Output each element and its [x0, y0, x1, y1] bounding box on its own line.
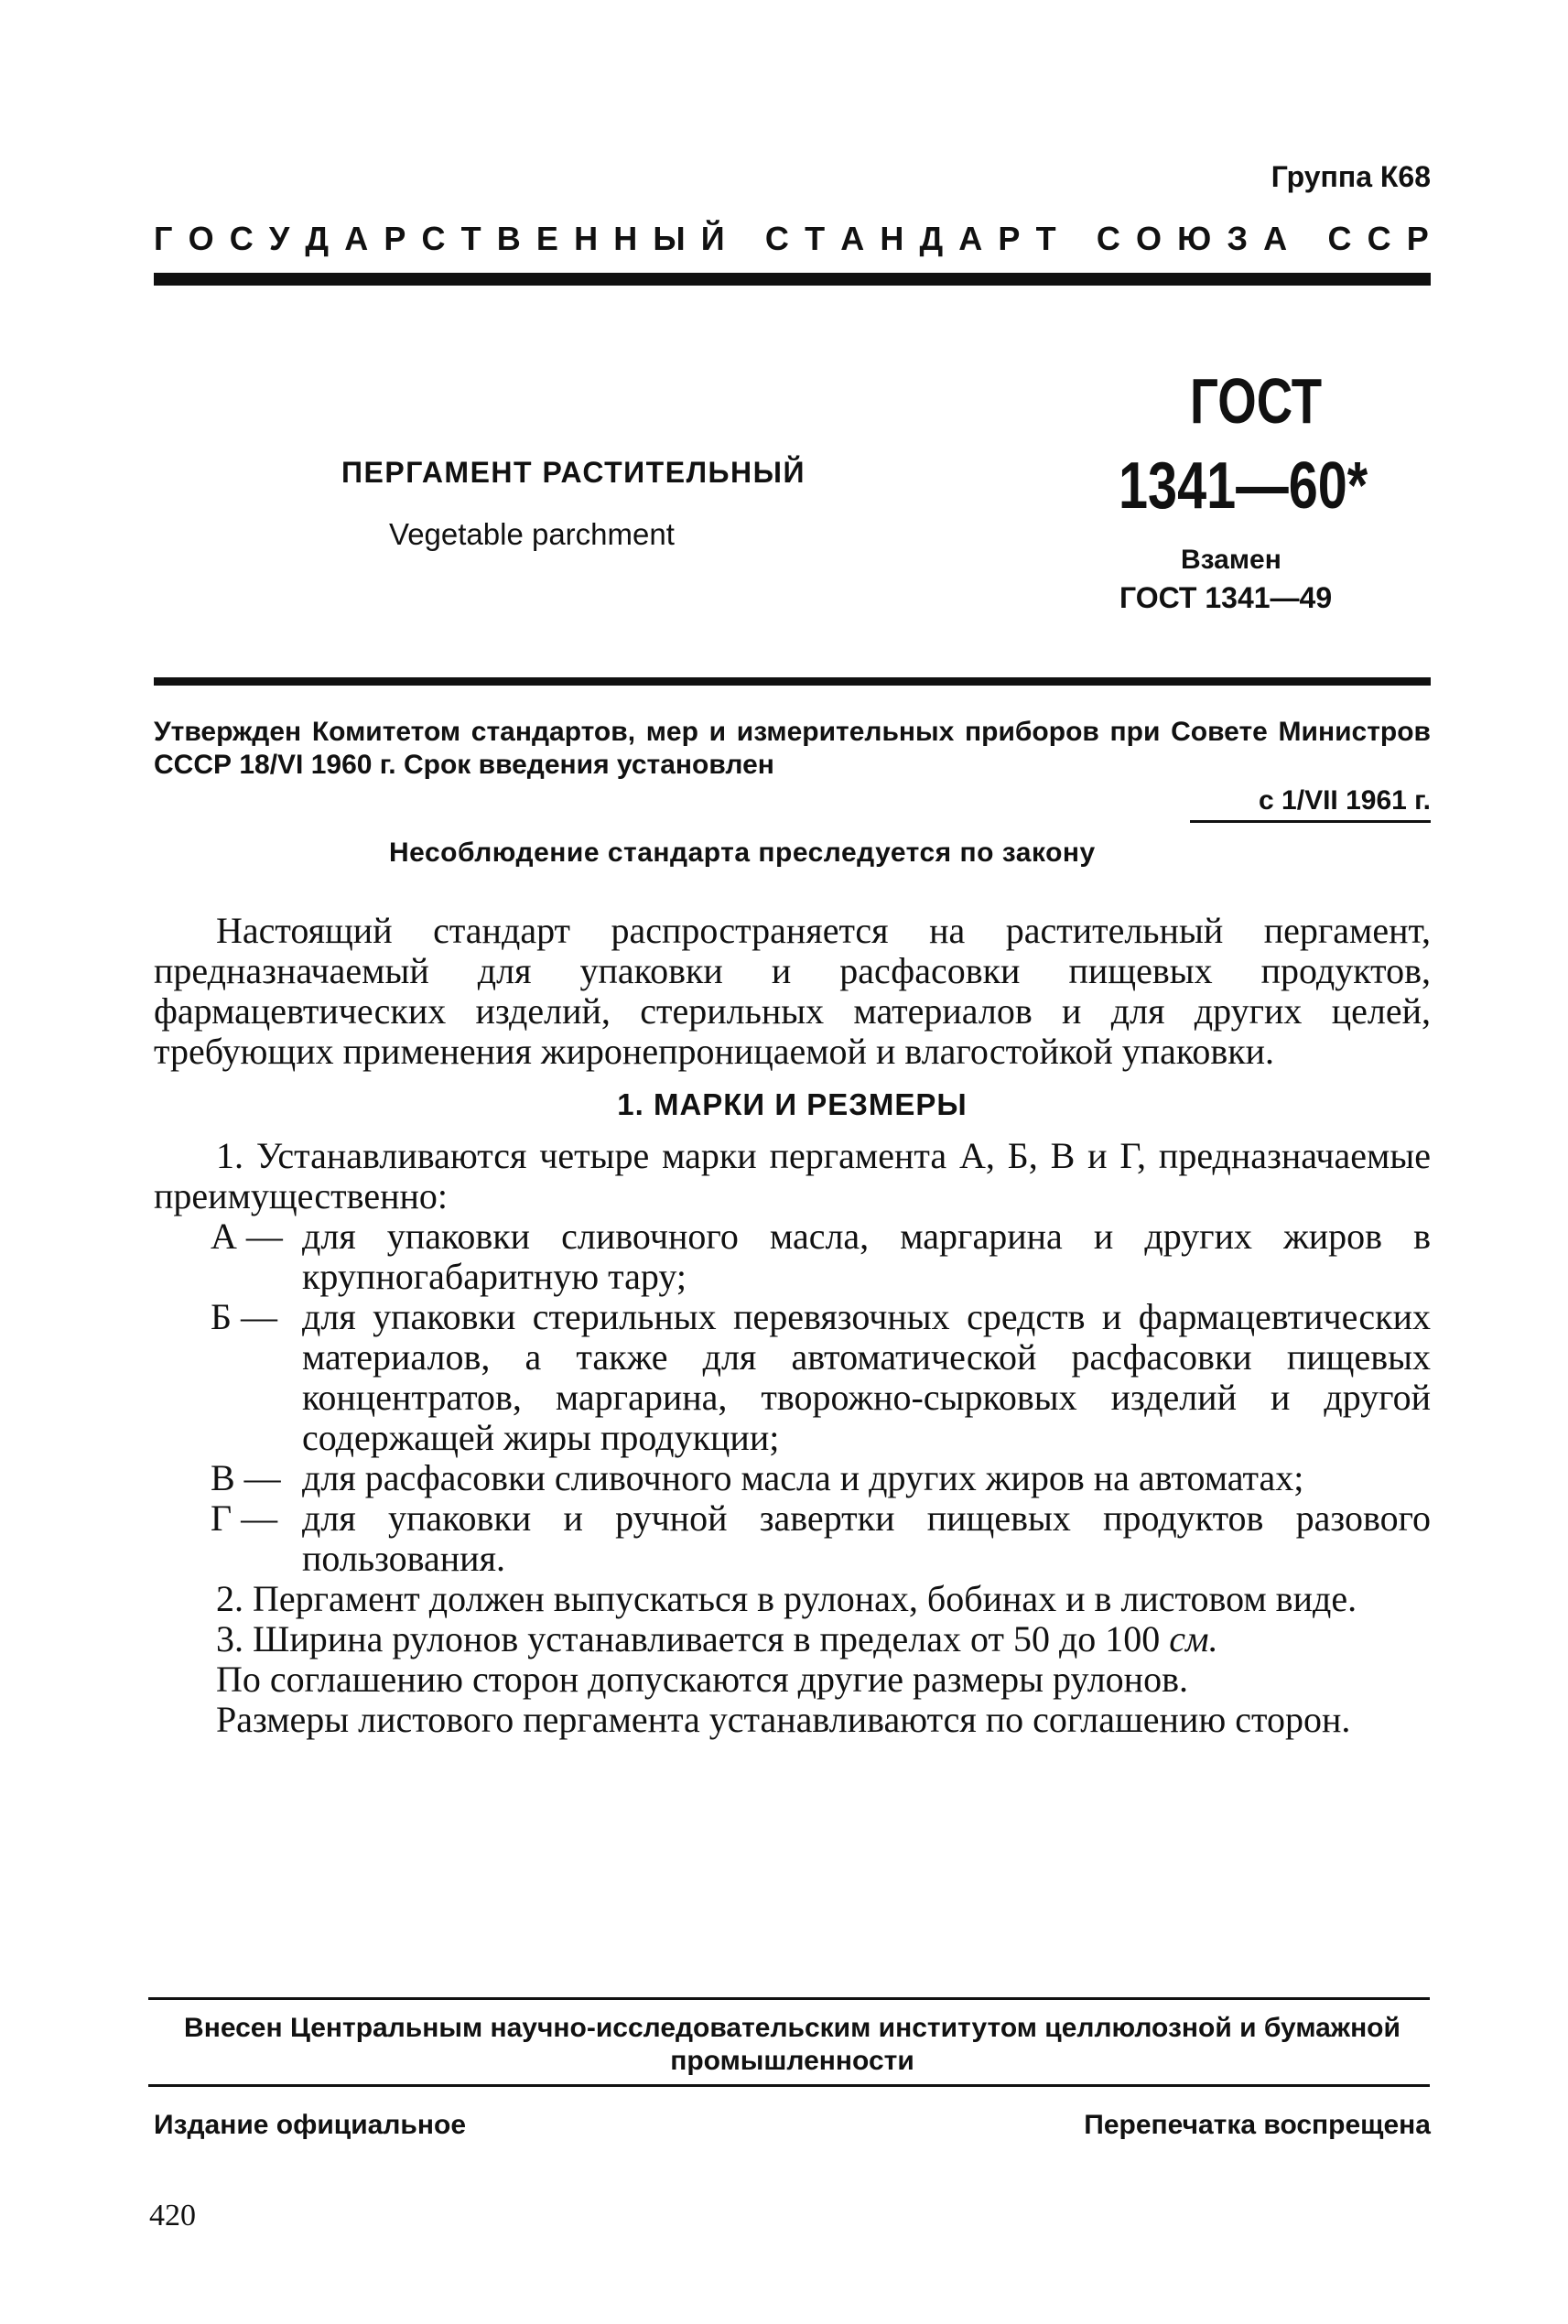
- organization-letter: О: [1136, 220, 1164, 257]
- organization-letter: С: [421, 220, 448, 257]
- standard-body: [154, 911, 1431, 1740]
- grade-key: Г —: [211, 1497, 278, 1539]
- grade-item: [154, 1458, 1431, 1498]
- organization-letter: С: [1096, 220, 1122, 257]
- group-code: Группа К68: [1271, 160, 1431, 193]
- footer-rule-top: [148, 1997, 1430, 2000]
- effective-date-underline: [1190, 820, 1431, 823]
- gost-number: 1341—60*: [1119, 449, 1368, 523]
- grade-item: [154, 1297, 1431, 1458]
- organization-letter: З: [1227, 220, 1249, 257]
- organization-letter: Р: [1406, 220, 1431, 257]
- page-number: 420: [149, 2199, 196, 2232]
- title-rule: [154, 677, 1431, 686]
- replaces-label: Взамен: [1181, 545, 1281, 575]
- organization-letter: В: [496, 220, 523, 257]
- organization-letter: Н: [880, 220, 906, 257]
- organization-letter: Д: [919, 220, 946, 257]
- grade-text: для расфасовки сливочного масла и других жиров на автоматах;: [302, 1457, 1304, 1498]
- organization-letter: Т: [1035, 220, 1058, 257]
- clause-1: 1. Устанавливаются четыре марки пергамента А, Б, В и Г, предназначаемые преимущественно:: [154, 1135, 1431, 1216]
- grade-item: [154, 1498, 1431, 1579]
- organization-letter: Т: [460, 220, 483, 257]
- note-2: Размеры листового пергамента устанавливаются по соглашению сторон.: [216, 1699, 1351, 1740]
- clause-3-unit: см.: [1169, 1618, 1218, 1659]
- grade-text: для упаковки стерильных перевязочных средств и фармацевтических материалов, а также для автоматической расфасовки пищевых концентратов, маргарина, творожно-сырковых изделий и другой содержащей жиры продукции;: [302, 1296, 1431, 1458]
- organization-letter: О: [188, 220, 216, 257]
- section-title: 1. МАРКИ И РЕЗМЕРЫ: [617, 1087, 968, 1121]
- organization-letter: А: [344, 220, 371, 257]
- organization-letter: У: [268, 220, 292, 257]
- grade-key: А —: [211, 1216, 283, 1257]
- organization-letter: Е: [535, 220, 560, 257]
- footer-rule-bottom: [148, 2084, 1430, 2087]
- intro-paragraph: Настоящий стандарт распространяется на растительный пергамент, предназначаемый для упаковки и расфасовки пищевых продуктов, фармацевтических изделий, стерильных материалов и для других целей, требующих применения жиронепроницаемой и влагостойкой упаковки.: [154, 910, 1431, 1072]
- penalty-note: Несоблюдение стандарта преследуется по закону: [389, 838, 1096, 868]
- organization-letter: Н: [574, 220, 600, 257]
- organization-letter: С: [229, 220, 255, 257]
- grade-key: В —: [211, 1457, 281, 1498]
- organization-letter: А: [1263, 220, 1290, 257]
- organization-letter: С: [1327, 220, 1354, 257]
- organization-letter: С: [1367, 220, 1393, 257]
- grade-item: [154, 1216, 1431, 1297]
- organization-letter: [1303, 220, 1314, 258]
- organization-letter: А: [958, 220, 985, 257]
- organization-letter: С: [764, 220, 791, 257]
- edition-note: Издание официальное: [154, 2110, 467, 2140]
- organization-letter: Н: [613, 220, 640, 257]
- organization-letter: Р: [998, 220, 1022, 257]
- organization-letter: А: [840, 220, 867, 257]
- header-rule: [154, 273, 1431, 286]
- replaces-value: ГОСТ 1341—49: [1119, 581, 1333, 614]
- introduced-by: Внесен Центральным научно-исследовательским институтом целлюлозной и бумажной промышленности: [184, 2013, 1400, 2076]
- note-1: По соглашению сторон допускаются другие размеры рулонов.: [216, 1659, 1188, 1700]
- organization-letter: Й: [700, 220, 727, 257]
- clause-3-text: 3. Ширина рулонов устанавливается в пределах от 50 до 100: [216, 1618, 1170, 1659]
- title-russian: ПЕРГАМЕНТ РАСТИТЕЛЬНЫЙ: [341, 456, 806, 489]
- clause-3: [154, 1619, 1431, 1659]
- organization-letter: Р: [384, 220, 408, 257]
- effective-date: с 1/VII 1961 г.: [1259, 785, 1431, 816]
- reprint-note: Перепечатка воспрещена: [1084, 2110, 1431, 2140]
- organization-letter: [741, 220, 752, 258]
- organization-letter: Д: [305, 220, 331, 257]
- approval-text: Утвержден Комитетом стандартов, мер и измерительных приборов при Совете Министров СССР 18/VI 1960 г. Срок введения установлен: [154, 717, 1431, 780]
- grade-text: для упаковки сливочного масла, маргарина и других жиров в крупногабаритную тару;: [302, 1216, 1431, 1297]
- organization-header: [154, 220, 1431, 258]
- organization-letter: Т: [805, 220, 827, 257]
- grade-key: Б —: [211, 1296, 277, 1337]
- gost-label: ГОСТ: [1190, 365, 1323, 437]
- grade-text: для упаковки и ручной завертки пищевых продуктов разового пользования.: [302, 1497, 1431, 1579]
- organization-letter: [1072, 220, 1083, 258]
- organization-letter: Ю: [1177, 220, 1214, 257]
- organization-letter: Г: [154, 220, 175, 257]
- clause-2: 2. Пергамент должен выпускаться в рулонах, бобинах и в листовом виде.: [216, 1578, 1357, 1619]
- organization-letter: Ы: [653, 220, 687, 257]
- title-english: Vegetable parchment: [389, 517, 675, 551]
